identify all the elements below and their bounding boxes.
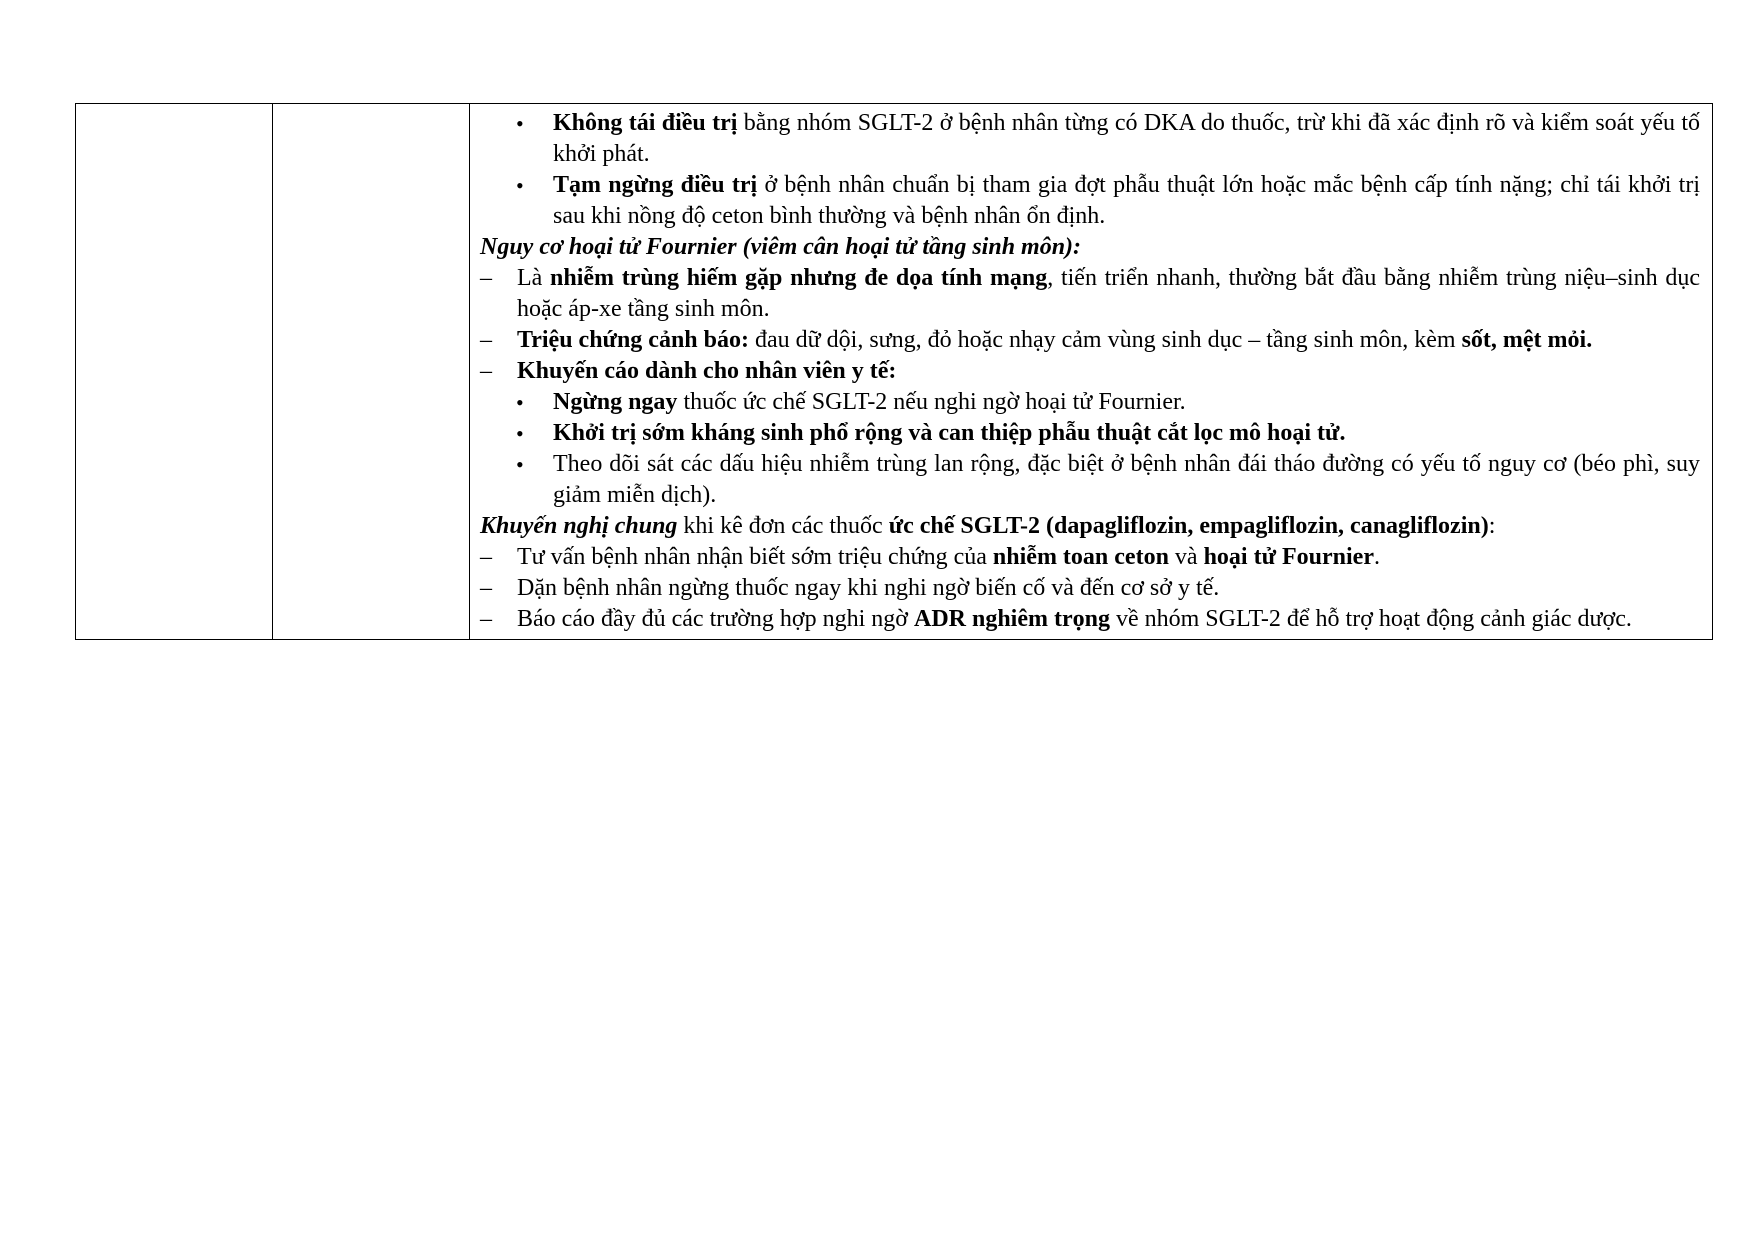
list-item: • Theo dõi sát các dấu hiệu nhiễm trùng lan rộng, đặc biệt ở bệnh nhân đái tháo đường có yếu tố nguy cơ (béo phì, suy giảm miễn dịch).: [480, 449, 1700, 511]
table-cell-empty-1: [76, 104, 273, 640]
staff-recommendation-list: [480, 387, 1700, 511]
list-item: – Dặn bệnh nhân ngừng thuốc ngay khi nghi ngờ biến cố và đến cơ sở y tế.: [480, 573, 1700, 604]
list-item: • Tạm ngừng điều trị ở bệnh nhân chuẩn bị tham gia đợt phẫu thuật lớn hoặc mắc bệnh cấp tính nặng; chỉ tái khởi trị sau khi nồng độ ceton bình thường và bệnh nhân ổn định.: [480, 170, 1700, 232]
dash-marker: –: [480, 265, 492, 291]
list-item: – Báo cáo đầy đủ các trường hợp nghi ngờ ADR nghiêm trọng về nhóm SGLT-2 để hỗ trợ hoạt động cảnh giác dược.: [480, 604, 1700, 635]
fournier-list: [480, 263, 1700, 387]
list-item: – Triệu chứng cảnh báo: đau dữ dội, sưng, đỏ hoặc nhạy cảm vùng sinh dục – tầng sinh môn, kèm sốt, mệt mỏi.: [480, 325, 1700, 356]
list-item: • Ngừng ngay thuốc ức chế SGLT-2 nếu nghi ngờ hoại tử Fournier.: [480, 387, 1700, 418]
dash-marker: –: [480, 606, 492, 632]
bullet-list-top: [480, 108, 1700, 232]
list-item: – Khuyến cáo dành cho nhân viên y tế:: [480, 356, 1700, 387]
list-item: • Không tái điều trị bằng nhóm SGLT-2 ở bệnh nhân từng có DKA do thuốc, trừ khi đã xác định rõ và kiểm soát yếu tố khởi phát.: [480, 108, 1700, 170]
table-cell-content: [470, 104, 1713, 640]
dash-marker: –: [480, 327, 492, 353]
cell-content: [480, 108, 1700, 635]
fournier-heading: Nguy cơ hoại tử Fournier (viêm cân hoại tử tầng sinh môn):: [480, 234, 1082, 260]
table-row: [76, 104, 1713, 640]
list-item: – Tư vấn bệnh nhân nhận biết sớm triệu chứng của nhiễm toan ceton và hoại tử Fournier.: [480, 542, 1700, 573]
list-item: – Là nhiễm trùng hiếm gặp nhưng đe dọa tính mạng, tiến triển nhanh, thường bắt đầu bằng nhiễm trùng niệu–sinh dục hoặc áp-xe tầng sinh môn.: [480, 265, 1700, 322]
dash-marker: –: [480, 575, 492, 601]
general-heading: Khuyến nghị chung khi kê đơn các thuốc ức chế SGLT-2 (dapagliflozin, empagliflozin, canagliflozin):: [480, 513, 1496, 539]
general-list: [480, 542, 1700, 635]
list-item: • Khởi trị sớm kháng sinh phổ rộng và can thiệp phẫu thuật cắt lọc mô hoại tử.: [480, 418, 1700, 449]
content-table: [75, 103, 1713, 640]
dash-marker: –: [480, 358, 492, 384]
table-cell-empty-2: [273, 104, 470, 640]
dash-marker: –: [480, 544, 492, 570]
